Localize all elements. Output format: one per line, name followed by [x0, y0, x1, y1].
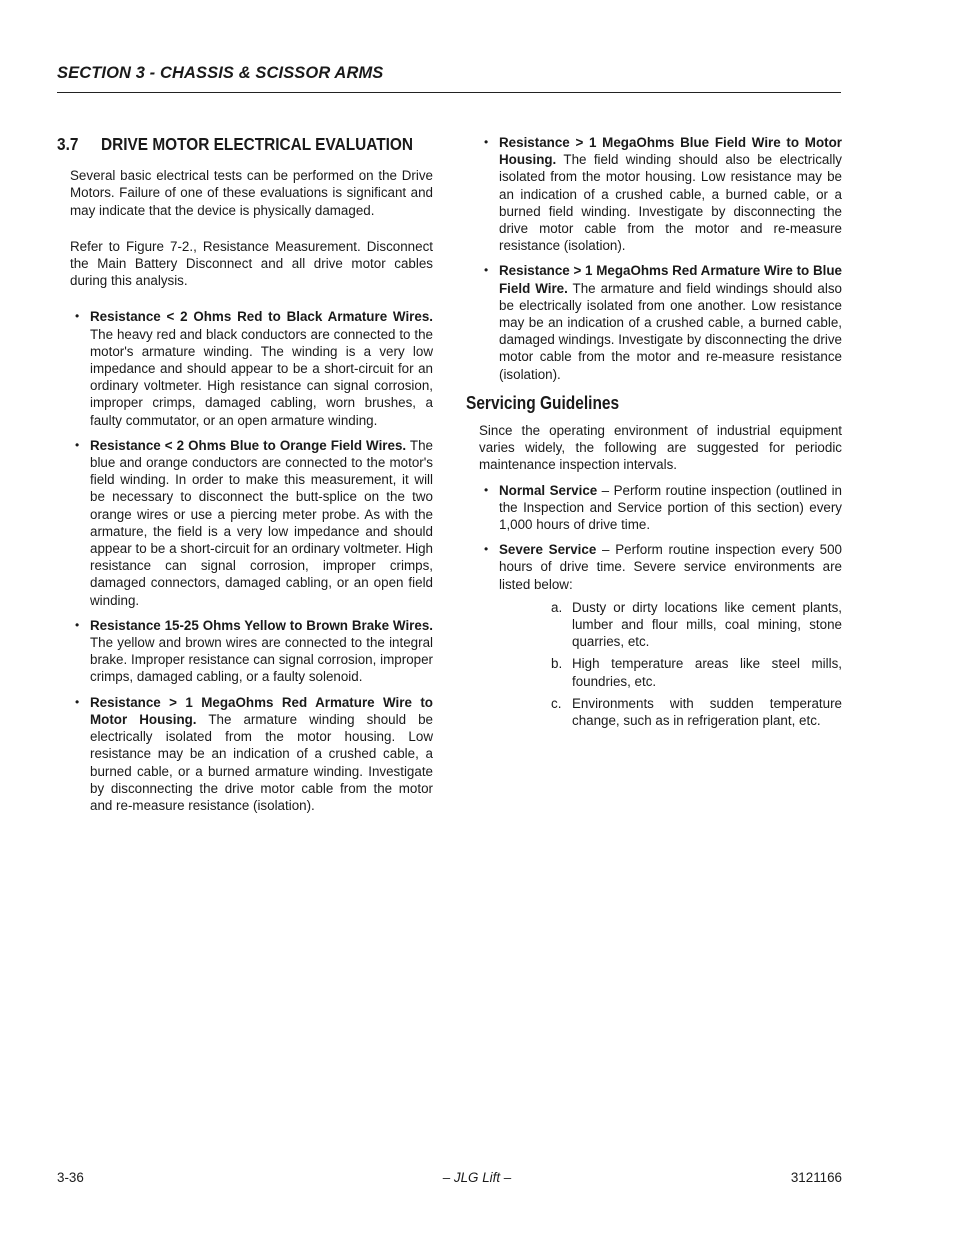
- item-lead: Resistance > 1 MegaOhms Red Armature Wire to Blue Field Wire.: [499, 263, 842, 296]
- list-item: [466, 482, 842, 534]
- item-lead: Resistance > 1 MegaOhms Blue Field Wire to Motor Housing.: [499, 135, 842, 168]
- section-header: SECTION 3 - CHASSIS & SCISSOR ARMS: [57, 64, 384, 82]
- item-lead: Normal Service: [499, 482, 598, 498]
- bullet-icon: •: [484, 542, 489, 557]
- item-lead: Severe Service: [499, 542, 597, 558]
- list-item: [499, 695, 842, 729]
- item-text: The field winding should also be electrically isolated from the motor housing. Low resistance may be an indication of a crushed cable, a burned cable, or a burned field winding. Investigate by disconnecting the drive motor cable from the motor and re-measure resistance (isolation).: [499, 152, 842, 254]
- list-item: [466, 541, 842, 729]
- list-marker: b.: [551, 656, 563, 672]
- service-interval-list: [466, 482, 842, 730]
- list-item: [466, 134, 842, 254]
- list-marker: a.: [551, 599, 563, 615]
- bullet-icon: •: [75, 617, 80, 632]
- item-lead: Resistance 15-25 Ohms Yellow to Brown Brake Wires.: [90, 617, 433, 633]
- list-item: [57, 308, 433, 428]
- list-item: [57, 437, 433, 609]
- item-text: The armature and field windings should also be electrically isolated from one another. Low resistance may be an indication of a crushed cable, a burned cable, damaged windings. Investigate by disconnecting the drive motor cable from the motor and re-measure resistance (isolation).: [499, 280, 842, 382]
- item-lead: Resistance < 2 Ohms Red to Black Armature Wires.: [90, 309, 433, 325]
- header-rule: [57, 92, 841, 93]
- intro-paragraph-1: Several basic electrical tests can be performed on the Drive Motors. Failure of one of these evaluations is significant and may indicate that the device is physically damaged.: [70, 168, 433, 218]
- item-lead: Resistance < 2 Ohms Blue to Orange Field Wires.: [90, 437, 407, 453]
- item-text: High temperature areas like steel mills, foundries, etc.: [572, 656, 842, 689]
- item-lead: Resistance > 1 MegaOhms Red Armature Wire to Motor Housing.: [90, 694, 433, 727]
- resistance-test-list-continued: [466, 134, 842, 383]
- list-item: [499, 599, 842, 651]
- bullet-icon: •: [75, 694, 80, 709]
- bullet-icon: •: [484, 263, 489, 278]
- item-text: The yellow and brown wires are connected to the integral brake. Improper resistance can signal corrosion, improper crimps, damaged cabling, or a faulty solenoid.: [90, 635, 433, 685]
- bullet-icon: •: [75, 437, 80, 452]
- list-item: [57, 694, 433, 814]
- servicing-guidelines-heading: Servicing Guidelines: [466, 392, 620, 413]
- list-item: [57, 617, 433, 686]
- section-number: 3.7: [57, 134, 79, 154]
- left-column: [57, 134, 433, 822]
- footer-brand: – JLG Lift –: [442, 1170, 512, 1185]
- bullet-icon: •: [75, 309, 80, 324]
- resistance-test-list: [57, 308, 433, 814]
- right-column: [466, 134, 842, 737]
- section-heading-text: DRIVE MOTOR ELECTRICAL EVALUATION: [101, 134, 414, 154]
- item-text: – Perform routine inspection every 500 hours of drive time. Severe service environments are listed below:: [499, 542, 843, 592]
- document-number: 3121166: [790, 1170, 842, 1185]
- page-number: 3-36: [57, 1170, 84, 1185]
- section-heading: [57, 134, 414, 154]
- item-text: Environments with sudden temperature change, such as in refrigeration plant, etc.: [572, 695, 842, 729]
- list-marker: c.: [551, 695, 562, 711]
- item-text: The heavy red and black conductors are connected to the motor's armature winding. The winding is a very low impedance and should appear to be a short-circuit for an ordinary voltmeter. High resistance can signal corrosion, improper crimps, damaged cabling, worn brushes, a faulty commutator, or an open armature winding.: [90, 326, 433, 428]
- intro-paragraph-2: Refer to Figure 7-2., Resistance Measurement. Disconnect the Main Battery Disconnect and all drive motor cables during this analysis.: [70, 238, 433, 289]
- bullet-icon: •: [484, 135, 489, 149]
- list-item: [499, 655, 842, 689]
- list-item: [466, 262, 842, 382]
- item-text: The blue and orange conductors are connected to the motor's field winding. In order to make this measurement, it will be necessary to disconnect the butt-splice on the two orange wires or use a piercing meter probe. As with the armature, the field is a very low impedance and should appear to be a short-circuit for an ordinary voltmeter. High resistance can signal corrosion, improper crimps, damaged connectors, damaged cabling, or an open field winding.: [90, 437, 433, 608]
- item-text: The armature winding should be electrically isolated from the motor housing. Low resistance may be an indication of a crushed cable, a burned cable, or a burned armature winding. Investigate by disconnecting the drive motor cable from the motor and re-measure resistance (isolation).: [90, 711, 434, 813]
- item-text: – Perform routine inspection (outlined in the Inspection and Service portion of this section) every 1,000 hours of drive time.: [499, 482, 842, 533]
- bullet-icon: •: [484, 482, 489, 497]
- servicing-intro: Since the operating environment of industrial equipment varies widely, the following are suggested for periodic maintenance inspection intervals.: [479, 423, 842, 473]
- item-text: Dusty or dirty locations like cement plants, lumber and flour mills, coal mining, stone quarries, etc.: [572, 599, 842, 650]
- severe-environment-list: [499, 599, 842, 729]
